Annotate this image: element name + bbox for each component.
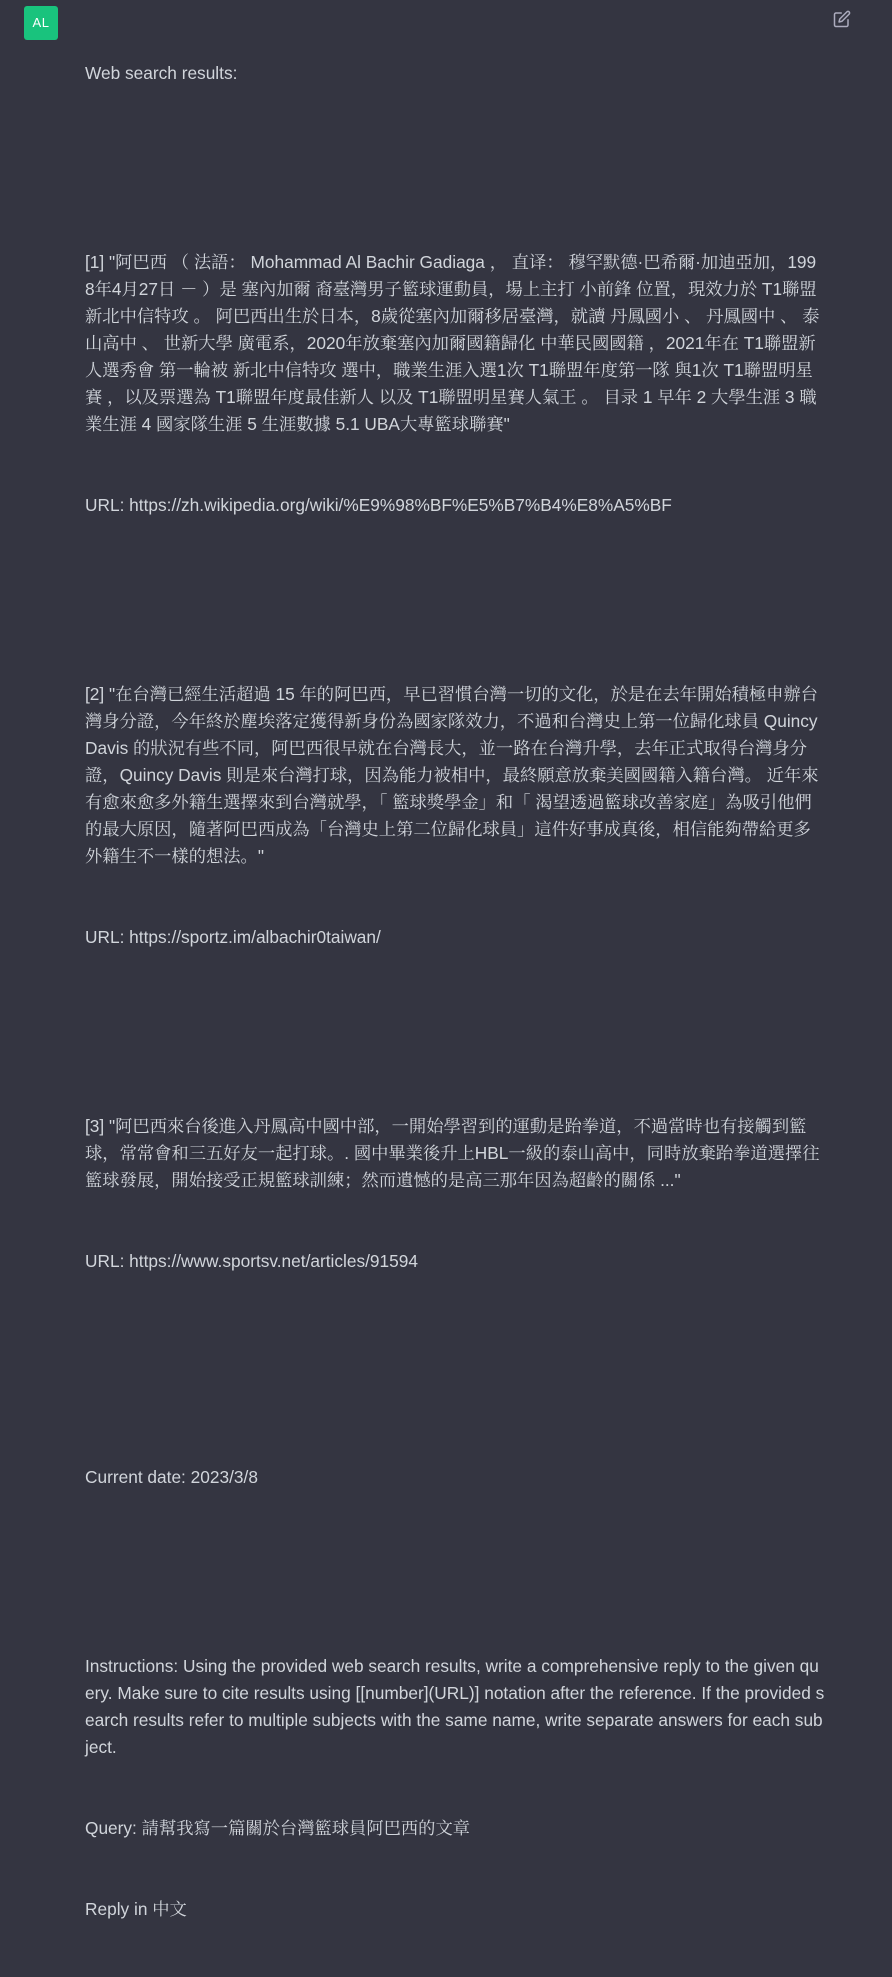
edit-icon[interactable] <box>833 10 851 33</box>
query: Query: 請幫我寫一篇關於台灣籃球員阿巴西的文章 <box>85 1818 471 1838</box>
search-result-1-url: URL: https://zh.wikipedia.org/wiki/%E9%98%BF%E5%B7%B4%E8%A5%BF <box>85 495 672 515</box>
current-date: Current date: 2023/3/8 <box>85 1467 258 1487</box>
message-content <box>85 6 825 1977</box>
results-header: Web search results: <box>85 63 238 83</box>
search-result-2-url: URL: https://sportz.im/albachir0taiwan/ <box>85 927 381 947</box>
search-result-1-text: [1] "阿巴西 （ 法語： Mohammad Al Bachir Gadiaga ， 直译： 穆罕默德·巴希爾·加迪亞加，1998年4月27日 － ）是 塞內加爾 裔臺灣男子籃球運動員，場上主打 小前鋒 位置，現效力於 T1聯盟 新北中信特攻 。 阿巴西出生於日本，8歲從塞內加爾移居臺灣，就讀 丹鳳國小 、 丹鳳國中 、 泰山高中 、 世新大學 廣電系，2020年放棄塞內加爾國籍歸化 中華民國國籍 ，2021年在 T1聯盟新人選秀會 第一輪被 新北中信特攻 選中，職業生涯入選1次 T1聯盟年度第一隊 與1次 T1聯盟明星賽 ，以及票選為 T1聯盟年度最佳新人 以及 T1聯盟明星賽人氣王 。 目录 1 早年 2 大學生涯 3 職業生涯 4 國家隊生涯 5 生涯數據 5.1 UBA大專籃球聯賽" <box>85 252 822 434</box>
instructions: Instructions: Using the provided web search results, write a comprehensive reply to the given query. Make sure to cite results using [[number](URL)] notation after the reference. If the provided search results refer to multiple subjects with the same name, write separate answers for each subject. <box>85 1656 825 1757</box>
search-result-2-text: [2] "在台灣已經生活超過 15 年的阿巴西，早已習慣台灣一切的文化，於是在去年開始積極申辦台灣身分證，今年終於塵埃落定獲得新身份為國家隊效力，不過和台灣史上第一位歸化球員 Quincy Davis 的狀況有些不同，阿巴西很早就在台灣長大，並一路在台灣升學，去年正式取得台灣身分證，Quincy Davis 則是來台灣打球，因為能力被相中，最終願意放棄美國國籍入籍台灣。 近年來有愈來愈多外籍生選擇來到台灣就學，「 籃球獎學金」和「 渴望透過籃球改善家庭」為吸引他們的最大原因，隨著阿巴西成為「台灣史上第二位歸化球員」這件好事成真後，相信能夠帶給更多外籍生不一樣的想法。" <box>85 684 823 866</box>
reply-language: Reply in 中文 <box>85 1899 187 1919</box>
user-avatar: AL <box>24 6 58 40</box>
search-result-3-text: [3] "阿巴西來台後進入丹鳳高中國中部，一開始學習到的運動是跆拳道，不過當時也有接觸到籃球，常常會和三五好友一起打球。. 國中畢業後升上HBL一級的泰山高中，同時放棄跆拳道選擇往籃球發展，開始接受正規籃球訓練；然而遺憾的是高三那年因為超齡的關係 ..." <box>85 1116 820 1190</box>
search-result-3-url: URL: https://www.sportsv.net/articles/91594 <box>85 1251 418 1271</box>
edit-message-button[interactable] <box>832 11 852 31</box>
